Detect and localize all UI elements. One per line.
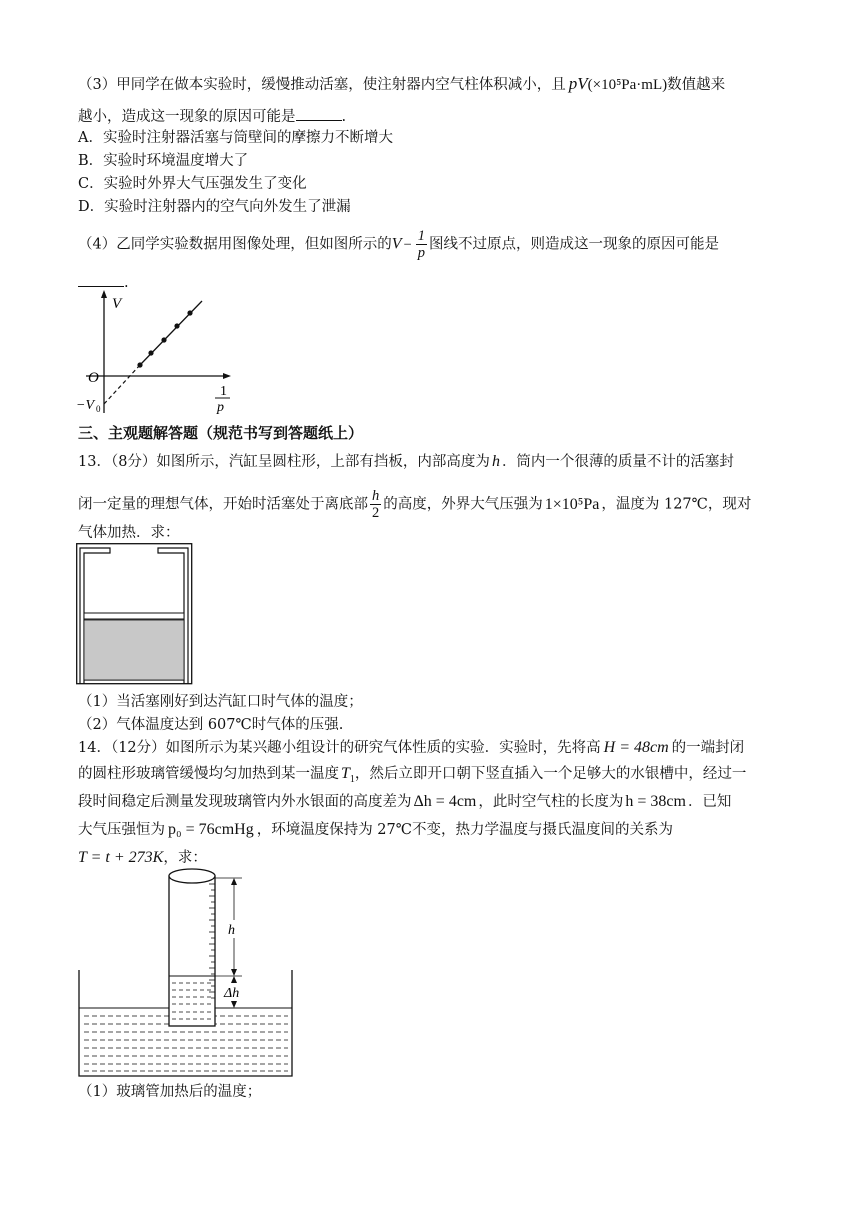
q13-line3: 气体加热．求： — [78, 525, 180, 541]
q4-minus: − — [403, 236, 412, 253]
neg-v0-sub: 0 — [96, 404, 101, 414]
q14-text-3a: 段时间稳定后测量发现玻璃管内外水银面的高度差为 — [78, 794, 412, 810]
q14-text-2a: 的圆柱形玻璃管缓慢均匀加热到某一温度 — [78, 766, 339, 782]
arrow-down-icon — [231, 1001, 237, 1008]
q3-stem-line2 — [78, 106, 346, 127]
q4-fraction — [416, 228, 427, 261]
data-point — [137, 362, 142, 367]
q3-unit: (×10⁵Pa·mL) — [587, 77, 668, 93]
q13-h: h — [491, 453, 500, 470]
q13-sub2: （2）气体温度达到 607℃时气体的压强. — [78, 717, 344, 733]
q13-sub1: （1）当活塞刚好到达汽缸口时气体的温度； — [78, 694, 363, 710]
q13-pressure: 1×10⁵Pa — [544, 495, 600, 513]
q14-line2 — [78, 764, 746, 790]
q3-stem-end: . — [341, 109, 347, 125]
q14-T1-sub: 1 — [349, 773, 355, 785]
q4-var-v: V — [391, 235, 402, 253]
q14-T1: T — [341, 765, 350, 782]
y-axis-label: V — [112, 296, 122, 312]
q13-line1 — [78, 452, 734, 472]
q3-option-c[interactable]: C．实验时外界大气压强发生了变化 — [78, 176, 307, 192]
q13-frac-num: h — [372, 488, 380, 504]
q3-option-d[interactable]: D．实验时注射器内的空气向外发生了泄漏 — [78, 199, 351, 215]
q14-h-eq: h = 38cm — [625, 793, 686, 810]
origin-label: O — [88, 370, 99, 386]
x-arrow-icon — [223, 373, 231, 379]
q14-p0-eq: p₀ = 76cmHg — [168, 821, 254, 838]
q13-fraction — [370, 488, 381, 521]
extrapolated-line — [104, 365, 140, 404]
q14-text-2b: ，然后立即开口朝下竖直插入一个足够大的水银槽中，经过一 — [354, 766, 747, 782]
q14-line3 — [78, 792, 731, 812]
q3-option-a[interactable]: A．实验时注射器活塞与筒壁间的摩擦力不断增大 — [78, 130, 393, 146]
enclosed-gas — [84, 620, 184, 680]
dh-label: Δh — [224, 986, 240, 1001]
q13-frac-den: 2 — [372, 505, 380, 521]
fit-line — [140, 301, 202, 365]
q14-text-1b: 的一端封闭 — [671, 740, 745, 756]
q3-stem-text: （3）甲同学在做本实验时，缓慢推动活塞，使注射器内空气柱体积减小，且 — [78, 77, 566, 93]
q13-text-1-end: ．筒内一个很薄的质量不计的活塞封 — [501, 454, 734, 470]
q4-stem-line1 — [78, 228, 719, 261]
tube-closed-top — [169, 869, 215, 883]
q14-H-eq: H = 48cm — [603, 739, 669, 756]
arrow-up-icon — [231, 878, 237, 885]
data-point — [148, 350, 153, 355]
h-label: h — [228, 923, 235, 938]
arrow-down-icon — [231, 969, 237, 976]
mercury-trough-figure — [78, 868, 298, 1080]
q13-text-2a: 闭一定量的理想气体，开始时活塞处于离底部 — [78, 496, 368, 513]
q4-frac-den: p — [417, 245, 425, 261]
q13-text-2c: ，温度为 127℃，现对 — [601, 496, 752, 513]
data-point — [161, 337, 166, 342]
q14-text-3c: ．已知 — [687, 794, 732, 810]
q3-stem-text-b: 数值越来 — [667, 77, 726, 93]
x-label-num: 1 — [220, 384, 227, 399]
q3-stem-line1 — [78, 74, 725, 95]
q14-text-3b: ，此时空气柱的长度为 — [478, 794, 624, 810]
q14-text-5end: ，求： — [163, 850, 207, 866]
q14-sub1: （1）玻璃管加热后的温度； — [78, 1084, 262, 1100]
neg-v0-label: −V — [76, 398, 94, 413]
q14-line4 — [78, 820, 673, 840]
q4-stem-end: . — [124, 275, 129, 291]
q13-line2 — [78, 488, 751, 521]
q14-line1 — [78, 738, 744, 758]
answer-blank[interactable] — [78, 272, 124, 287]
q14-text-1a: 14．（12分）如图所示为某兴趣小组设计的研究气体性质的实验．实验时，先将高 — [78, 740, 601, 756]
q3-pv: pV — [568, 74, 588, 93]
x-label-den: p — [217, 400, 224, 415]
piston — [84, 613, 184, 619]
answer-blank[interactable] — [296, 106, 342, 121]
q3-stem-text-c: 越小，造成这一现象的原因可能是 — [78, 109, 296, 125]
q4-frac-num: 1 — [417, 228, 425, 244]
q14-line5 — [78, 848, 207, 868]
q13-text-1: 13．（8分）如图所示，汽缸呈圆柱形，上部有挡板，内部高度为 — [78, 454, 490, 470]
q4-stem-text: （4）乙同学实验数据用图像处理，但如图所示的 — [78, 236, 392, 253]
data-point — [187, 310, 192, 315]
q4-stem-text-b: 图线不过原点，则造成这一现象的原因可能是 — [428, 236, 719, 253]
q14-text-4a: 大气压强恒为 — [78, 822, 165, 838]
section-3-title: 三、主观题解答题（规范书写到答题纸上） — [78, 424, 364, 442]
arrow-up-icon — [231, 976, 237, 983]
glass-tube — [169, 876, 215, 1026]
q14-dh-eq: Δh = 4cm — [413, 793, 477, 810]
cylinder-figure — [76, 543, 196, 689]
v-inverse-p-graph — [76, 288, 236, 418]
data-point — [174, 323, 179, 328]
q13-text-2b: 的高度，外界大气压强为 — [383, 496, 543, 513]
q3-option-b[interactable]: B．实验时环境温度增大了 — [78, 153, 249, 169]
q14-T-relation: T = t + 273K — [78, 849, 164, 866]
q14-text-4b: ，环境温度保持为 27℃不变，热力学温度与摄氏温度间的关系为 — [256, 822, 673, 838]
y-arrow-icon — [101, 290, 107, 298]
